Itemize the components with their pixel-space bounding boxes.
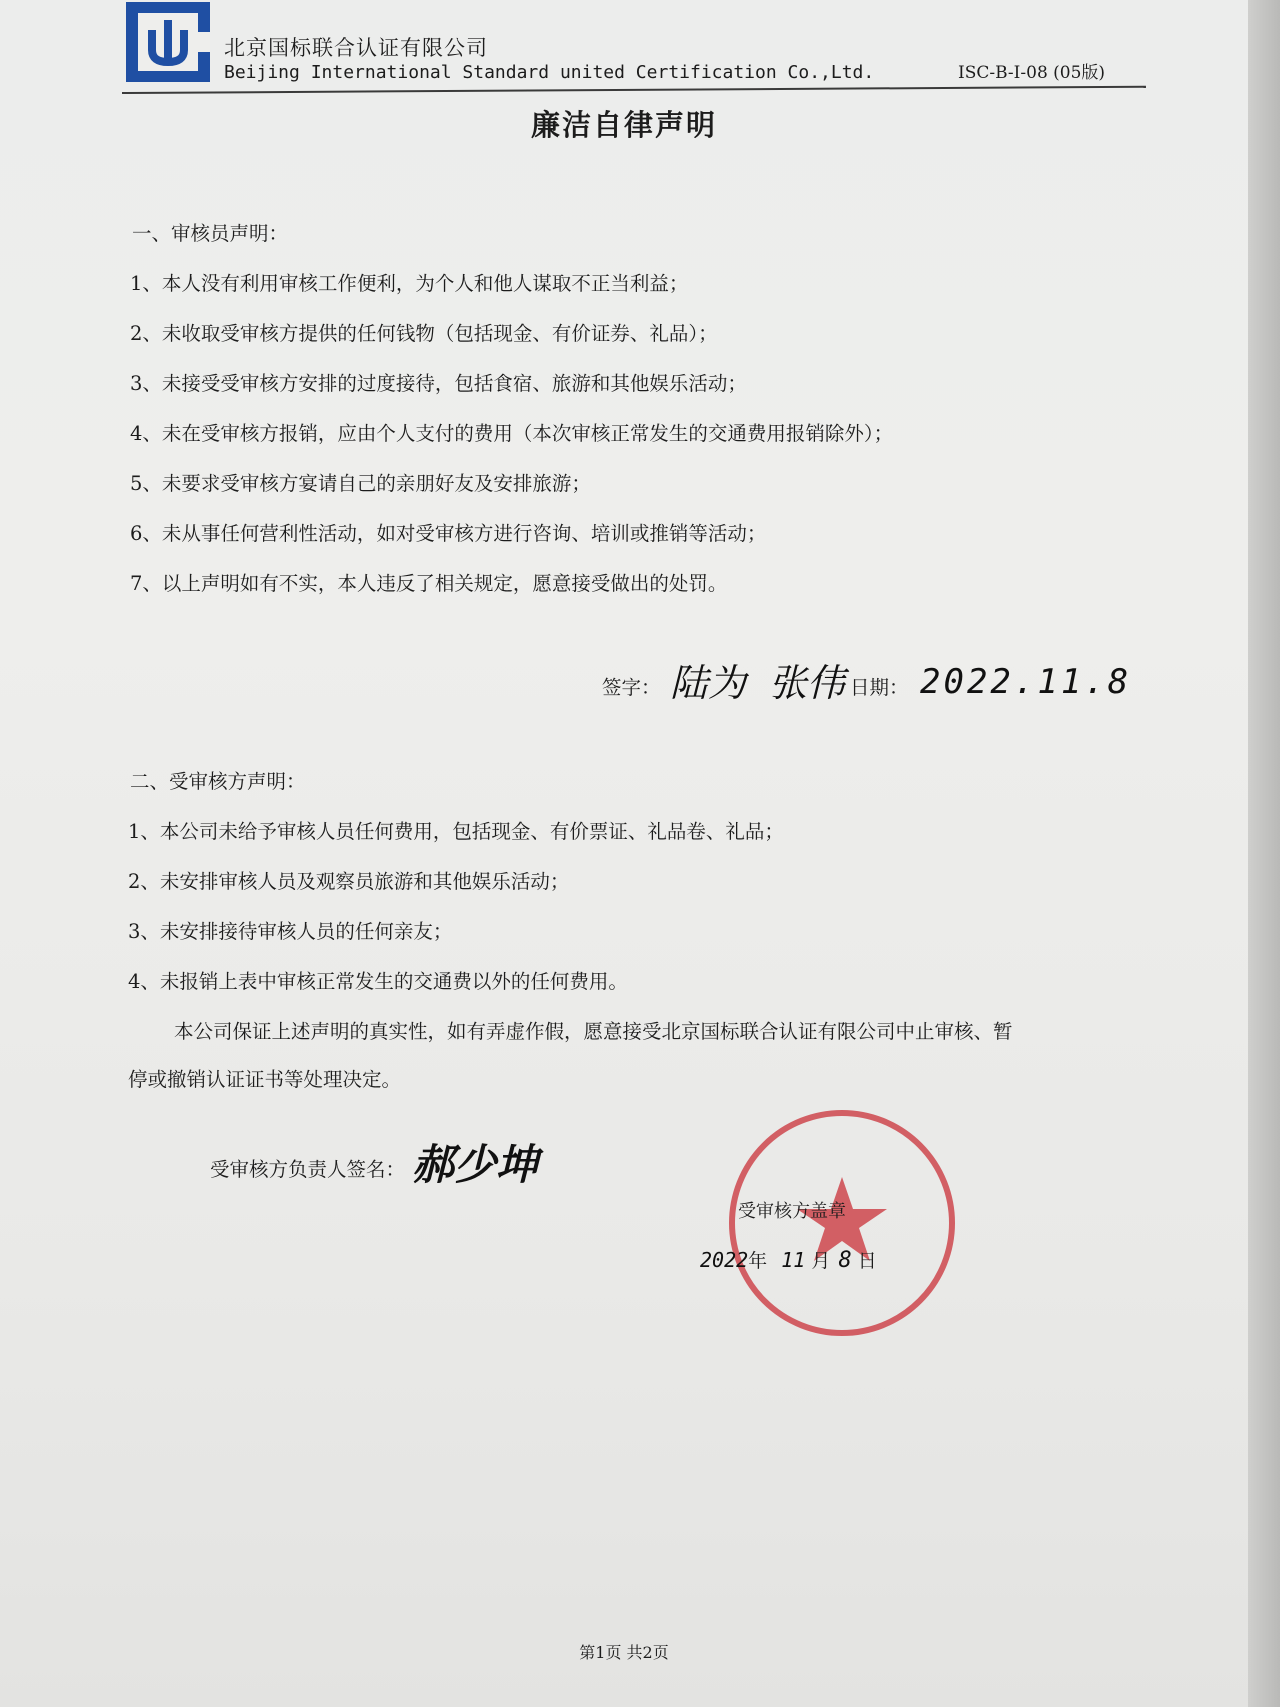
auditee-item-4: 4、未报销上表中审核正常发生的交通费以外的任何费用。	[128, 970, 628, 993]
auditor-signature: 陆为 张伟	[670, 661, 845, 705]
stamp-month-char: 月	[811, 1250, 831, 1272]
company-seal	[724, 1105, 960, 1341]
auditor-item-7: 7、以上声明如有不实，本人违反了相关规定，愿意接受做出的处罚。	[130, 572, 728, 595]
page-footer: 第1页 共2页	[579, 1643, 669, 1662]
auditor-item-5: 5、未要求受审核方宴请自己的亲朋好友及安排旅游；	[130, 472, 591, 495]
auditor-item-6: 6、未从事任何营利性活动，如对受审核方进行咨询、培训或推销等活动；	[130, 522, 767, 545]
auditee-item-2: 2、未安排审核人员及观察员旅游和其他娱乐活动；	[128, 870, 570, 893]
page-edge-shadow	[1248, 0, 1280, 1707]
auditee-item-1: 1、本公司未给予审核人员任何费用，包括现金、有价票证、礼品卷、礼品；	[128, 820, 784, 843]
auditee-signer-label: 受审核方负责人签名：	[210, 1158, 406, 1181]
guarantee-statement-line-1: 本公司保证上述声明的真实性，如有弄虚作假，愿意接受北京国标联合认证有限公司中止审核、暂	[174, 1020, 1013, 1043]
auditor-section-heading: 一、审核员声明：	[132, 222, 289, 245]
company-name-cn: 北京国标联合认证有限公司	[224, 36, 488, 60]
auditee-signature: 郝少坤	[412, 1140, 539, 1189]
stamp-date	[700, 1246, 877, 1273]
auditor-item-2: 2、未收取受审核方提供的任何钱物（包括现金、有价证券、礼品）；	[130, 322, 718, 345]
signature-label: 签字：	[602, 676, 661, 699]
auditee-section-heading: 二、受审核方声明：	[130, 770, 306, 793]
auditor-item-4: 4、未在受审核方报销，应由个人支付的费用（本次审核正常发生的交通费用报销除外）；	[130, 422, 894, 445]
stamp-day: 8	[838, 1248, 852, 1273]
auditee-item-3: 3、未安排接待审核人员的任何亲友；	[128, 920, 453, 943]
stamp-year: 2022	[700, 1248, 749, 1272]
auditor-item-3: 3、未接受受审核方安排的过度接待，包括食宿、旅游和其他娱乐活动；	[130, 372, 747, 395]
document-title: 廉洁自律声明	[530, 108, 717, 142]
company-logo	[122, 0, 214, 86]
stamp-label: 受审核方盖章	[738, 1201, 846, 1222]
stamp-month: 11	[781, 1248, 806, 1272]
stamp-day-char: 日	[857, 1250, 877, 1272]
document-code: ISC-B-I-08 (05版)	[958, 63, 1106, 83]
company-name-en: Beijing International Standard united Certification Co.,Ltd.	[224, 62, 875, 83]
auditor-date: 2022.11.8	[920, 662, 1132, 702]
header-rule	[122, 86, 1146, 94]
date-label: 日期：	[850, 676, 909, 699]
guarantee-statement-line-2: 停或撤销认证证书等处理决定。	[128, 1068, 402, 1091]
stamp-year-char: 年	[748, 1250, 768, 1272]
auditor-item-1: 1、本人没有利用审核工作便利，为个人和他人谋取不正当利益；	[130, 272, 689, 295]
